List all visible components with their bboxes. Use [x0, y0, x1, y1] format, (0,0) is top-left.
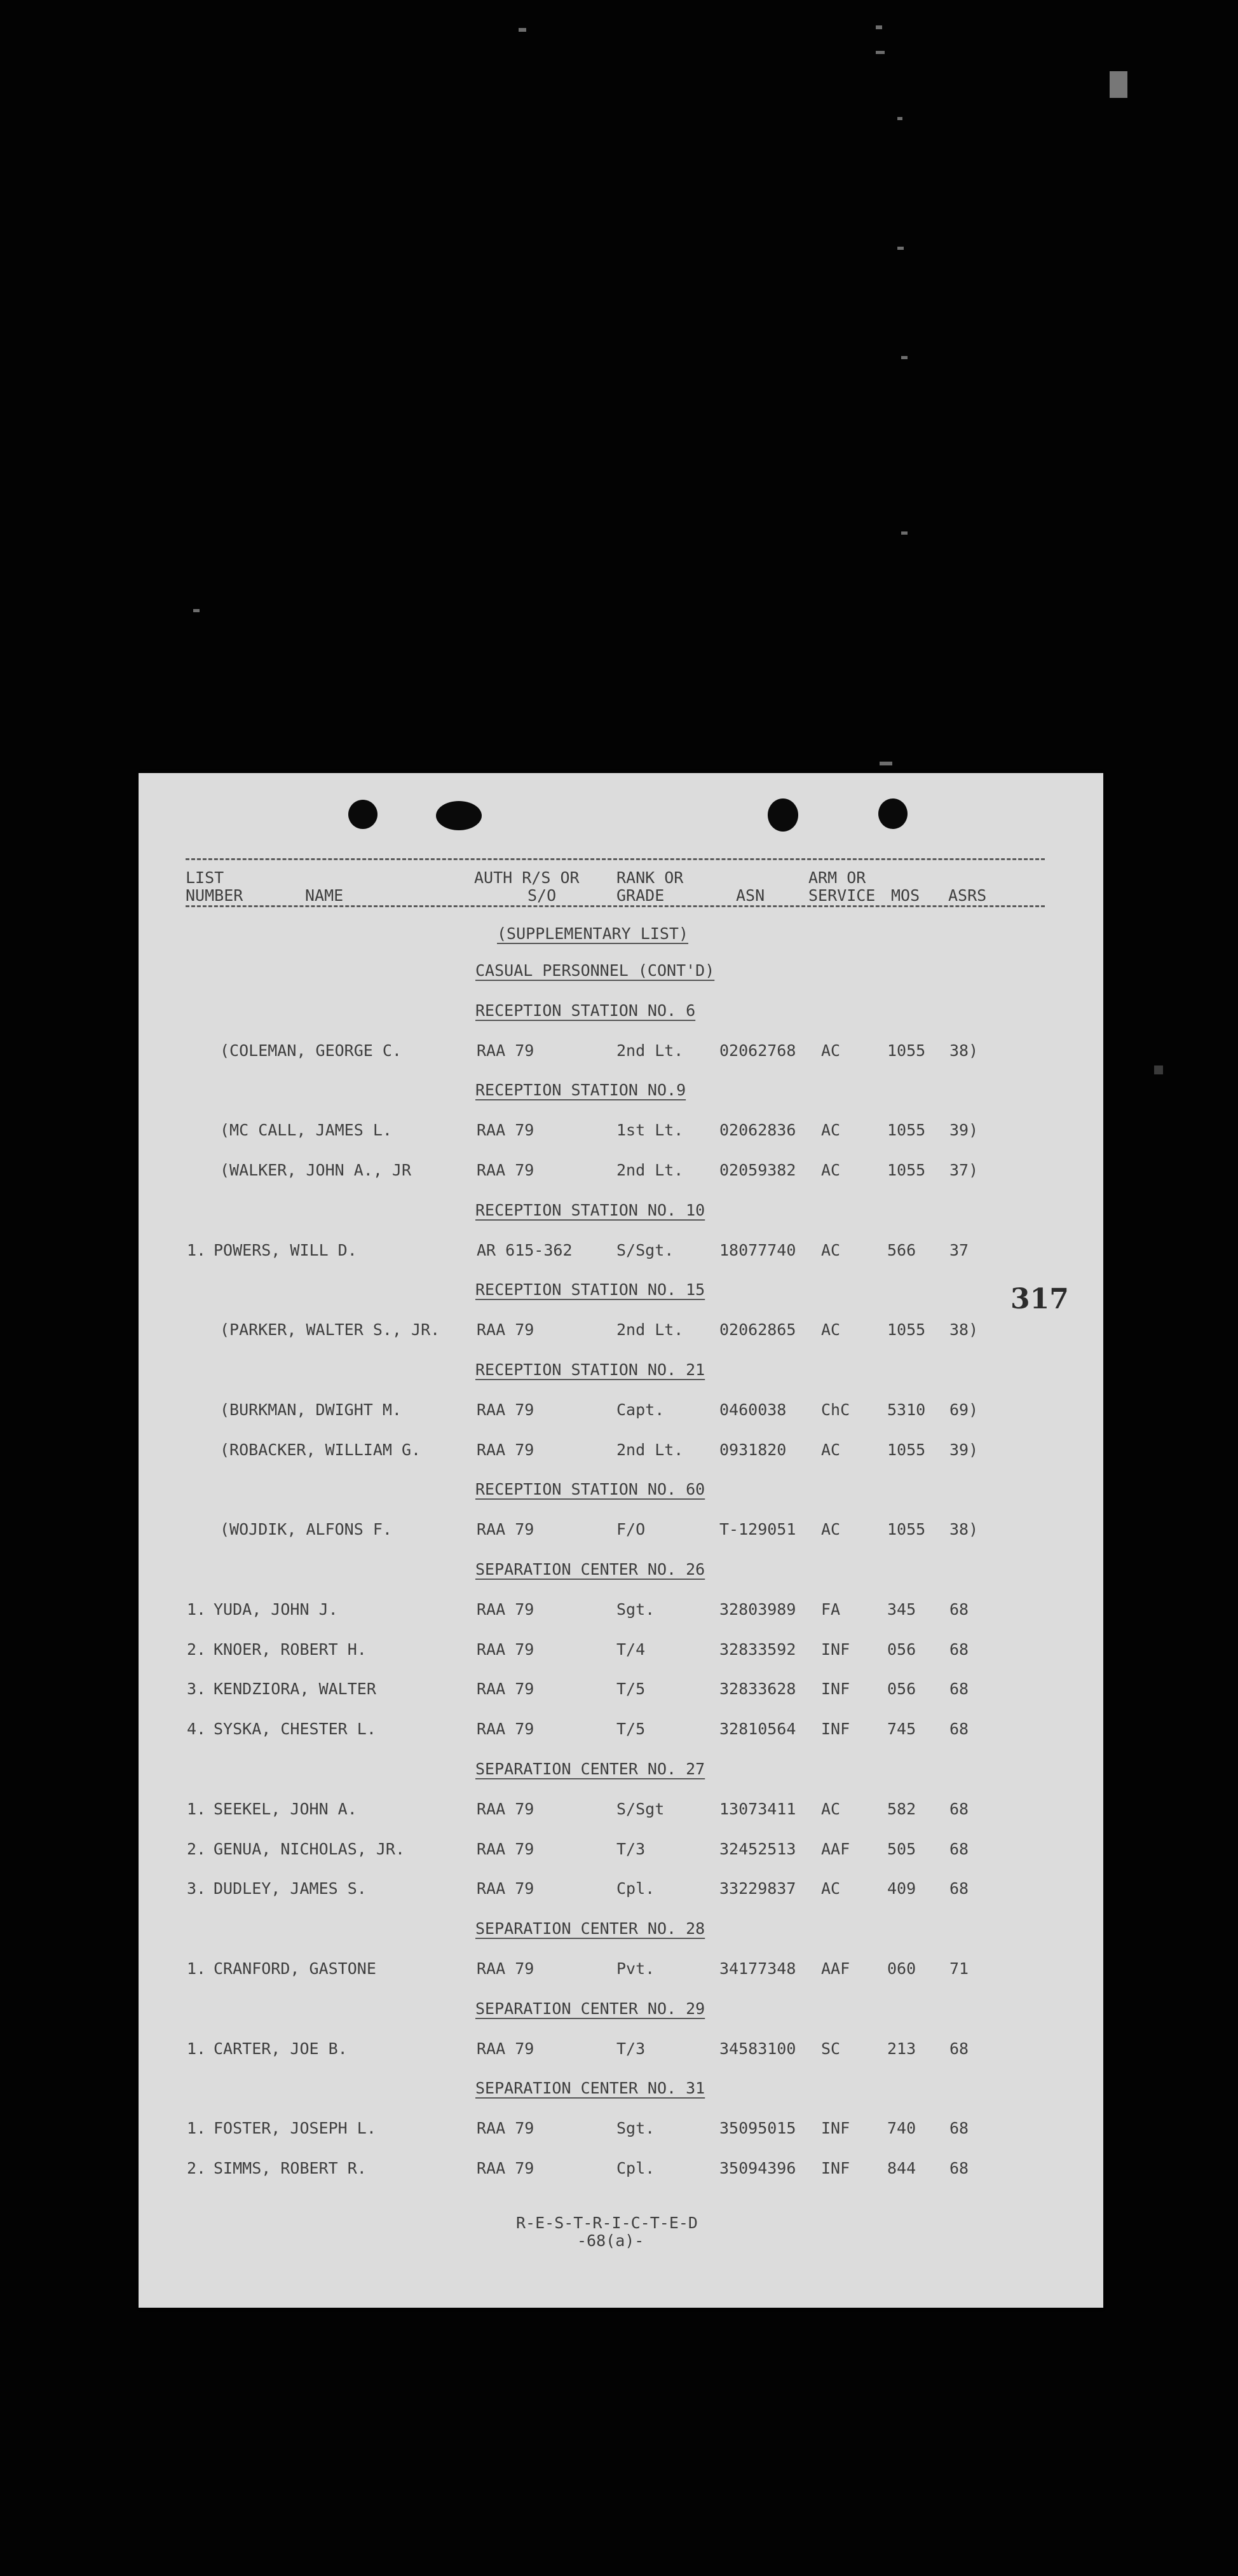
asn: 35095015 — [719, 2119, 796, 2137]
authority: RAA 79 — [477, 1401, 534, 1419]
rank-grade: Cpl. — [616, 2159, 655, 2177]
asrs: 38) — [949, 1520, 979, 1538]
table-row — [139, 2120, 1103, 2139]
authority: RAA 79 — [477, 1840, 534, 1858]
table-row — [139, 1162, 1103, 1181]
mos: 1055 — [887, 1520, 926, 1538]
mos: 060 — [887, 1959, 916, 1978]
header-name: NAME — [305, 886, 344, 905]
person-name: (BURKMAN, DWIGHT M. — [220, 1401, 402, 1419]
mos: 5310 — [887, 1401, 926, 1419]
table-row — [139, 1681, 1103, 1700]
table-row — [139, 1601, 1103, 1620]
dust-speck — [876, 51, 885, 54]
person-name: POWERS, WILL D. — [214, 1241, 357, 1259]
rank-grade: T/3 — [616, 2039, 646, 2058]
header-auth: AUTH R/S OR — [474, 868, 580, 887]
header-grade: GRADE — [616, 886, 665, 905]
section-heading-row — [139, 963, 1103, 982]
mos: 1055 — [887, 1441, 926, 1459]
table-row — [139, 1322, 1103, 1341]
person-name: (MC CALL, JAMES L. — [220, 1121, 392, 1139]
section-heading-row — [139, 1481, 1103, 1500]
mos: 056 — [887, 1680, 916, 1698]
section-heading: SEPARATION CENTER NO. 29 — [475, 1999, 705, 2018]
section-heading: RECEPTION STATION NO. 60 — [475, 1480, 705, 1498]
list-number: 1. — [187, 1959, 207, 1978]
rank-grade: 1st Lt. — [616, 1121, 684, 1139]
asrs: 37) — [949, 1161, 979, 1179]
asn: 02059382 — [719, 1161, 796, 1179]
asn: 18077740 — [719, 1241, 796, 1259]
header-arm: ARM OR — [808, 868, 866, 887]
punch-hole — [348, 800, 378, 829]
header-number: NUMBER — [186, 886, 243, 905]
person-name: SIMMS, ROBERT R. — [214, 2159, 367, 2177]
rank-grade: T/4 — [616, 1640, 646, 1659]
header-asrs: ASRS — [948, 886, 987, 905]
header-service: SERVICE — [808, 886, 876, 905]
section-heading: RECEPTION STATION NO.9 — [475, 1081, 686, 1099]
asrs: 68 — [949, 1680, 969, 1698]
mos: 844 — [887, 2159, 916, 2177]
rank-grade: S/Sgt. — [616, 1241, 674, 1259]
person-name: YUDA, JOHN J. — [214, 1600, 338, 1619]
person-name: (COLEMAN, GEORGE C. — [220, 1041, 402, 1060]
arm-service: INF — [821, 2159, 850, 2177]
asrs: 37 — [949, 1241, 969, 1259]
arm-service: AC — [821, 1800, 841, 1818]
rank-grade: Pvt. — [616, 1959, 655, 1978]
arm-service: INF — [821, 1640, 850, 1659]
person-name: SEEKEL, JOHN A. — [214, 1800, 357, 1818]
dust-speck — [901, 356, 908, 359]
rank-grade: S/Sgt — [616, 1800, 665, 1818]
section-heading: RECEPTION STATION NO. 10 — [475, 1201, 705, 1219]
authority: RAA 79 — [477, 1680, 534, 1698]
person-name: DUDLEY, JAMES S. — [214, 1879, 367, 1898]
section-heading-row — [139, 1202, 1103, 1221]
list-number: 3. — [187, 1879, 207, 1898]
section-heading: RECEPTION STATION NO. 6 — [475, 1001, 696, 1020]
page-stamp-number: 317 — [1010, 1283, 1069, 1315]
document-page — [139, 773, 1103, 2308]
table-row — [139, 1641, 1103, 1661]
asn: 02062768 — [719, 1041, 796, 1060]
table-row — [139, 1442, 1103, 1461]
rank-grade: 2nd Lt. — [616, 1441, 684, 1459]
section-heading-row — [139, 2001, 1103, 2020]
authority: RAA 79 — [477, 1879, 534, 1898]
mos: 745 — [887, 1720, 916, 1738]
table-row — [139, 1801, 1103, 1820]
asn: 13073411 — [719, 1800, 796, 1818]
asn: 33229837 — [719, 1879, 796, 1898]
rank-grade: T/5 — [616, 1720, 646, 1738]
authority: RAA 79 — [477, 1640, 534, 1659]
authority: RAA 79 — [477, 1441, 534, 1459]
arm-service: AC — [821, 1879, 841, 1898]
punch-hole — [768, 798, 798, 832]
asrs: 38) — [949, 1320, 979, 1339]
rank-grade: Sgt. — [616, 2119, 655, 2137]
dust-speck — [876, 25, 882, 29]
authority: RAA 79 — [477, 1959, 534, 1978]
table-row — [139, 1242, 1103, 1261]
arm-service: AC — [821, 1320, 841, 1339]
arm-service: AC — [821, 1241, 841, 1259]
asrs: 68 — [949, 1720, 969, 1738]
section-heading-row — [139, 1921, 1103, 1940]
rank-grade: Sgt. — [616, 1600, 655, 1619]
section-heading-row — [139, 1561, 1103, 1580]
table-row — [139, 1881, 1103, 1900]
arm-service: AC — [821, 1441, 841, 1459]
person-name: (PARKER, WALTER S., JR. — [220, 1320, 440, 1339]
rank-grade: Cpl. — [616, 1879, 655, 1898]
table-row — [139, 1841, 1103, 1860]
header-asn: ASN — [736, 886, 765, 905]
rank-grade: T/5 — [616, 1680, 646, 1698]
asn: 32833592 — [719, 1640, 796, 1659]
header-rule-bottom — [186, 905, 1045, 907]
asn: 0460038 — [719, 1401, 787, 1419]
list-number: 1. — [187, 1600, 207, 1619]
person-name: GENUA, NICHOLAS, JR. — [214, 1840, 405, 1858]
arm-service: ChC — [821, 1401, 850, 1419]
authority: RAA 79 — [477, 1800, 534, 1818]
mos: 582 — [887, 1800, 916, 1818]
mos: 345 — [887, 1600, 916, 1619]
header-rank: RANK OR — [616, 868, 684, 887]
asn: 02062836 — [719, 1121, 796, 1139]
table-row — [139, 1402, 1103, 1421]
dust-speck — [901, 531, 908, 535]
authority: RAA 79 — [477, 1041, 534, 1060]
restricted-marking: R-E-S-T-R-I-C-T-E-D — [516, 2214, 698, 2232]
arm-service: AC — [821, 1121, 841, 1139]
authority: AR 615-362 — [477, 1241, 573, 1259]
person-name: KNOER, ROBERT H. — [214, 1640, 367, 1659]
table-row — [139, 1043, 1103, 1062]
asrs: 71 — [949, 1959, 969, 1978]
dust-speck — [193, 609, 200, 612]
list-number: 1. — [187, 2119, 207, 2137]
section-heading: RECEPTION STATION NO. 21 — [475, 1360, 705, 1379]
table-row — [139, 1721, 1103, 1740]
section-heading-row — [139, 1761, 1103, 1780]
authority: RAA 79 — [477, 2039, 534, 2058]
asn: 02062865 — [719, 1320, 796, 1339]
asrs: 68 — [949, 1879, 969, 1898]
authority: RAA 79 — [477, 1520, 534, 1538]
asn: 32833628 — [719, 1680, 796, 1698]
list-number: 1. — [187, 2039, 207, 2058]
arm-service: AC — [821, 1520, 841, 1538]
arm-service: SC — [821, 2039, 841, 2058]
rank-grade: 2nd Lt. — [616, 1161, 684, 1179]
punch-hole — [436, 801, 482, 830]
header-mos: MOS — [891, 886, 920, 905]
asrs: 68 — [949, 1640, 969, 1659]
arm-service: AAF — [821, 1840, 850, 1858]
section-heading-row — [139, 1362, 1103, 1381]
asrs: 68 — [949, 1800, 969, 1818]
person-name: CARTER, JOE B. — [214, 2039, 348, 2058]
dust-speck — [880, 762, 892, 765]
rank-grade: T/3 — [616, 1840, 646, 1858]
asrs: 68 — [949, 2039, 969, 2058]
person-name: CRANFORD, GASTONE — [214, 1959, 376, 1978]
mos: 566 — [887, 1241, 916, 1259]
mos: 1055 — [887, 1161, 926, 1179]
person-name: FOSTER, JOSEPH L. — [214, 2119, 376, 2137]
authority: RAA 79 — [477, 1720, 534, 1738]
table-row — [139, 2160, 1103, 2179]
rank-grade: 2nd Lt. — [616, 1320, 684, 1339]
asrs: 68 — [949, 1840, 969, 1858]
authority: RAA 79 — [477, 1161, 534, 1179]
header-so: S/O — [527, 886, 557, 905]
mos: 1055 — [887, 1121, 926, 1139]
authority: RAA 79 — [477, 2119, 534, 2137]
dust-speck — [1110, 71, 1127, 98]
asrs: 38) — [949, 1041, 979, 1060]
person-name: (WOJDIK, ALFONS F. — [220, 1520, 392, 1538]
section-heading-row — [139, 1282, 1103, 1301]
authority: RAA 79 — [477, 1320, 534, 1339]
mos: 056 — [887, 1640, 916, 1659]
arm-service: AC — [821, 1161, 841, 1179]
asrs: 39) — [949, 1441, 979, 1459]
rank-grade: 2nd Lt. — [616, 1041, 684, 1060]
asrs: 68 — [949, 2119, 969, 2137]
asn: 32810564 — [719, 1720, 796, 1738]
dust-speck — [897, 247, 904, 250]
authority: RAA 79 — [477, 1121, 534, 1139]
dust-speck — [519, 28, 526, 32]
section-heading: SEPARATION CENTER NO. 26 — [475, 1560, 705, 1579]
table-row — [139, 1961, 1103, 1980]
dust-speck — [1154, 1065, 1163, 1074]
asn: T-129051 — [719, 1520, 796, 1538]
section-heading-row — [139, 2080, 1103, 2099]
list-number: 2. — [187, 1840, 207, 1858]
asn: 35094396 — [719, 2159, 796, 2177]
arm-service: INF — [821, 1720, 850, 1738]
list-number: 2. — [187, 2159, 207, 2177]
arm-service: INF — [821, 2119, 850, 2137]
list-number: 1. — [187, 1241, 207, 1259]
mos: 213 — [887, 2039, 916, 2058]
person-name: KENDZIORA, WALTER — [214, 1680, 376, 1698]
supplementary-list-title: (SUPPLEMENTARY LIST) — [497, 924, 689, 943]
punch-hole — [878, 798, 908, 829]
mos: 740 — [887, 2119, 916, 2137]
arm-service: INF — [821, 1680, 850, 1698]
table-row — [139, 2041, 1103, 2060]
authority: RAA 79 — [477, 1600, 534, 1619]
arm-service: FA — [821, 1600, 841, 1619]
mos: 1055 — [887, 1320, 926, 1339]
asrs: 69) — [949, 1401, 979, 1419]
mos: 409 — [887, 1879, 916, 1898]
section-heading-row — [139, 1082, 1103, 1101]
header-rule-top — [186, 858, 1045, 860]
table-row — [139, 1521, 1103, 1540]
section-heading: SEPARATION CENTER NO. 31 — [475, 2079, 705, 2097]
mos: 1055 — [887, 1041, 926, 1060]
asn: 32452513 — [719, 1840, 796, 1858]
rank-grade: F/O — [616, 1520, 646, 1538]
section-heading: SEPARATION CENTER NO. 28 — [475, 1919, 705, 1938]
list-number: 4. — [187, 1720, 207, 1738]
asn: 0931820 — [719, 1441, 787, 1459]
person-name: (WALKER, JOHN A., JR — [220, 1161, 412, 1179]
section-heading: RECEPTION STATION NO. 15 — [475, 1280, 705, 1299]
header-list: LIST — [186, 868, 224, 887]
dust-speck — [897, 117, 902, 120]
asrs: 39) — [949, 1121, 979, 1139]
rank-grade: Capt. — [616, 1401, 665, 1419]
asrs: 68 — [949, 2159, 969, 2177]
arm-service: AC — [821, 1041, 841, 1060]
page-number: -68(a)- — [577, 2231, 644, 2250]
section-heading: SEPARATION CENTER NO. 27 — [475, 1760, 705, 1778]
person-name: (ROBACKER, WILLIAM G. — [220, 1441, 421, 1459]
authority: RAA 79 — [477, 2159, 534, 2177]
list-number: 1. — [187, 1800, 207, 1818]
mos: 505 — [887, 1840, 916, 1858]
person-name: SYSKA, CHESTER L. — [214, 1720, 376, 1738]
asn: 34177348 — [719, 1959, 796, 1978]
table-row — [139, 1122, 1103, 1141]
asn: 34583100 — [719, 2039, 796, 2058]
section-heading-row — [139, 1003, 1103, 1022]
list-number: 3. — [187, 1680, 207, 1698]
asn: 32803989 — [719, 1600, 796, 1619]
section-heading: CASUAL PERSONNEL (CONT'D) — [475, 961, 715, 980]
list-number: 2. — [187, 1640, 207, 1659]
arm-service: AAF — [821, 1959, 850, 1978]
asrs: 68 — [949, 1600, 969, 1619]
